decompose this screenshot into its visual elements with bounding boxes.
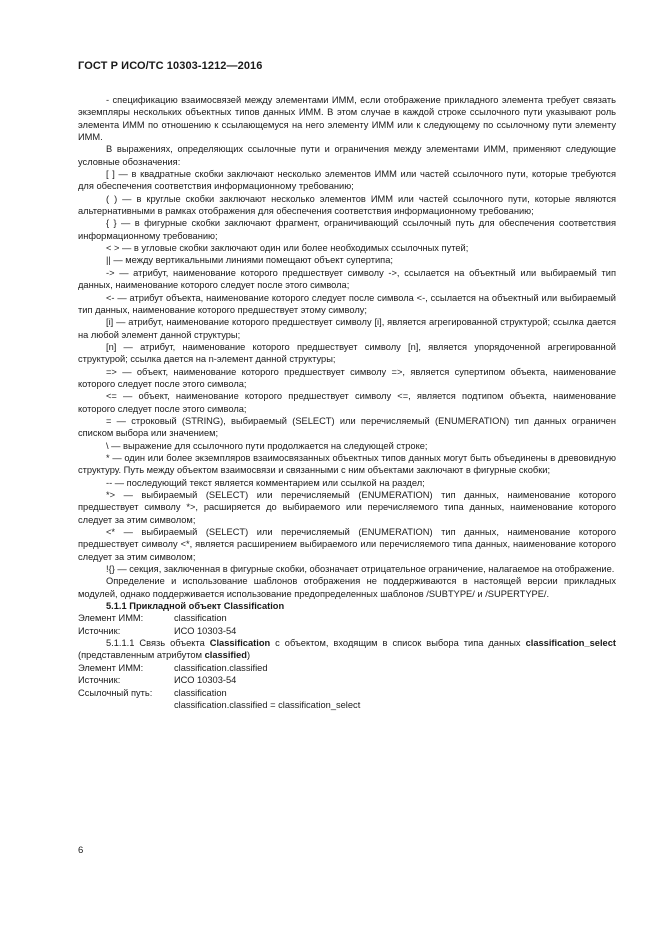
notation-item: *> — выбираемый (SELECT) или перечисляемый (ENUMERATION) тип данных, наименование которого предшествует символу *>, расширяется до выбираемого или перечисляемого типа данных, наименование которого следует за этим символом; [78, 490, 616, 525]
source-field [78, 674, 616, 686]
document-body [78, 94, 616, 711]
field-label: Ссылочный путь: [78, 687, 153, 698]
path-line: classification.classified = classification_select [174, 699, 361, 710]
field-value: classification.classified [174, 662, 268, 673]
source-field [78, 625, 616, 637]
section-heading: 5.1.1 Прикладной объект Classification [106, 601, 285, 612]
notation-item: || — между вертикальными линиями помещают объект супертипа; [106, 255, 393, 266]
element-field [78, 662, 616, 674]
notation-item: <- — атрибут объекта, наименование которого следует после символа <-, ссылается на объектный или выбираемый тип данных, наименование которого предшествует этому символу; [78, 292, 616, 315]
notation-item: * — один или более экземпляров взаимосвязанных объектных типов данных могут быть объединены в древовидную структуру. Путь между объектом взаимосвязи и связанными с ним объектами заключают в фигурные скобки; [78, 452, 616, 476]
paragraph: В выражениях, определяющих ссылочные пути и ограничения между элементами ИММ, применяют следующие условные обозначения: [78, 144, 616, 167]
document-header: ГОСТ Р ИСО/ТС 10303-1212—2016 [78, 60, 263, 72]
field-value: classification [174, 613, 227, 624]
paragraph: - спецификацию взаимосвязей между элементами ИММ, если отображение прикладного элемента требует связать экземпляры нескольких объектных типов данных ИММ. В этом случае в каждой строке ссылочного пути указывают роль элемента ИММ по отношению к ссылающемуся на него элементу ИММ или к следующему по ссылочному пути элементу ИММ. [78, 95, 616, 143]
notation-item: -- — последующий текст является комментарием или ссылкой на раздел; [106, 477, 425, 488]
notation-item: = — строковый (STRING), выбираемый (SELECT) или перечисляемый (ENUMERATION) тип данных ограничен списком выбора или значением; [78, 415, 616, 439]
notation-item: [ ] — в квадратные скобки заключают несколько элементов ИММ или частей ссылочного пути, которые требуются для обеспечения соответствия информационному требованию; [78, 169, 616, 192]
field-label: Источник: [78, 625, 121, 636]
notation-item: [i] — атрибут, наименование которого предшествует символу [i], является агрегированной структурой; ссылка дается на любой элемент данной структуры; [78, 317, 616, 340]
paragraph: Определение и использование шаблонов отображения не поддерживаются в настоящей версии прикладных модулей, однако поддерживается использование предопределенных шаблонов /SUBTYPE/ и /SUPERTYPE/. [78, 576, 616, 599]
notation-item: ( ) — в круглые скобки заключают несколько элементов ИММ или частей ссылочного пути, которые являются альтернативными в рамках отображения для обеспечения соответствия информационному требованию; [78, 193, 616, 217]
element-field [78, 612, 616, 624]
field-label: Источник: [78, 675, 121, 686]
page-number: 6 [78, 845, 84, 856]
notation-item: !{} — секция, заключенная в фигурные скобки, обозначает отрицательное ограничение, налагаемое на отображение. [106, 564, 615, 575]
notation-item: [n] — атрибут, наименование которого предшествует символу [n], является упорядоченной агрегированной структурой; ссылка дается на n-элемент данной структуры; [78, 341, 616, 365]
notation-item: \ — выражение для ссылочного пути продолжается на следующей строке; [106, 440, 428, 451]
subsection-heading: 5.1.1.1 Связь объекта Classification с объектом, входящим в список выбора типа данных classification_select (представленным атрибутом classified) [78, 638, 616, 661]
notation-item: { } — в фигурные скобки заключают фрагмент, ограничивающий ссылочный путь для обеспечения соответствия информационному требованию; [78, 218, 616, 241]
notation-item: -> — атрибут, наименование которого предшествует символу ->, ссылается на объектный или выбираемый тип данных, наименование которого следует после этого символа; [78, 267, 616, 291]
field-value: ИСО 10303-54 [174, 625, 237, 636]
path-line: classification [174, 687, 227, 698]
field-label: Элемент ИММ: [78, 662, 144, 673]
reference-path-continuation [78, 699, 616, 711]
notation-item: <= — объект, наименование которого предшествует символу <=, является подтипом объекта, наименование которого следует после этого символа; [78, 391, 616, 414]
field-value: ИСО 10303-54 [174, 675, 237, 686]
notation-item: < > — в угловые скобки заключают один или более необходимых ссылочных путей; [106, 243, 469, 254]
notation-item: <* — выбираемый (SELECT) или перечисляемый (ENUMERATION) тип данных, наименование которого предшествует символу <*, является расширением выбираемого или перечисляемого типа данных, наименование которого следует за этим символом; [78, 527, 616, 562]
reference-path-field [78, 687, 616, 699]
notation-item: => — объект, наименование которого предшествует символу =>, является супертипом объекта, наименование которого следует после этого символа; [78, 366, 616, 389]
field-label: Элемент ИММ: [78, 613, 144, 624]
